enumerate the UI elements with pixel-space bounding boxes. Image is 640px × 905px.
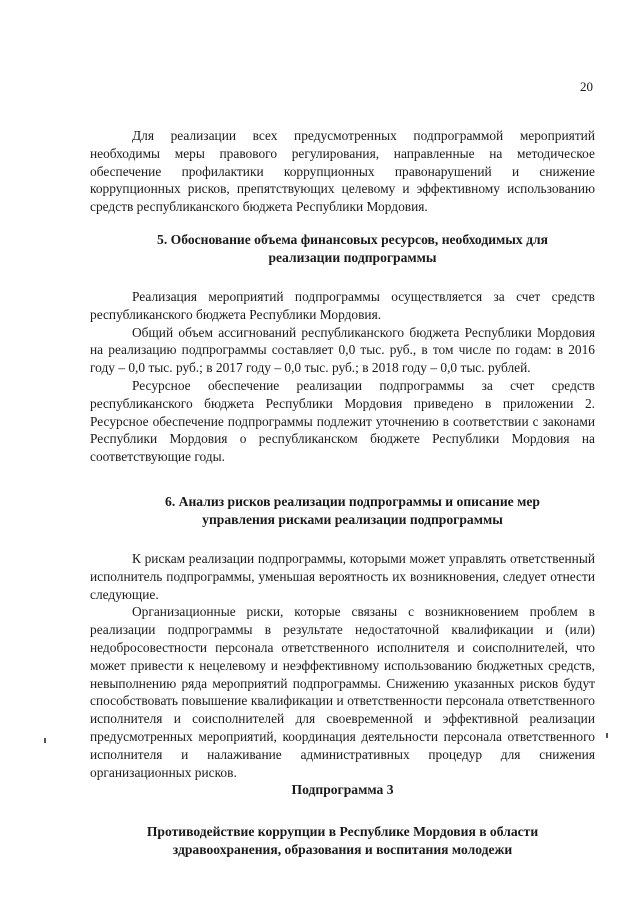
section-5-heading <box>90 231 595 267</box>
section-5-paragraph: Ресурсное обеспечение реализации подпрограммы за счет средств республиканского бюджета Республики Мордовия приведено в приложении 2. Ресурсное обеспечение подпрограммы подлежит уточнению в соответствии с законами Республики Мордовия о республиканском бюджете Республики Мордовия на соответствующие годы. <box>90 377 595 465</box>
section-6-heading <box>90 493 595 529</box>
subprogram-title <box>90 823 595 859</box>
page-content <box>90 127 595 859</box>
section-5-heading-line-2: реализации подпрограммы <box>268 249 437 265</box>
section-6-heading-line-1: 6. Анализ рисков реализации подпрограммы и описание мер <box>165 493 540 509</box>
subprogram-label: Подпрограмма 3 <box>291 782 394 798</box>
scan-speck-left <box>44 738 46 743</box>
section-6-paragraph: Организационные риски, которые связаны с возникновением проблем в реализации подпрограммы в результате недостаточной квалификации и (или) недобросовестности персонала ответственного исполнителя и соисполнителей, что может привести к нецелевому и неэффективному использованию бюджетных средств, невыполнению ряда мероприятий подпрограммы. Снижению указанных рисков будут способствовать повышение квалификации и ответственности персонала ответственного исполнителя и соисполнителей для своевременной и эффективной реализации предусмотренных мероприятий, координация деятельности персонала ответственного исполнителя и налаживание административных процедур для снижения организационных рисков. <box>90 604 595 780</box>
intro-paragraph: Для реализации всех предусмотренных подпрограммой мероприятий необходимы меры правового регулирования, направленные на методическое обеспечение профилактики коррупционных правонарушений и снижение коррупционных рисков, препятствующих целевому и эффективному использованию средств республиканского бюджета Республики Мордовия. <box>90 128 595 215</box>
subprogram-title-line-1: Противодействие коррупции в Республике Мордовия в области <box>146 824 539 840</box>
page-number: 20 <box>580 79 593 94</box>
section-6-paragraph: К рискам реализации подпрограммы, которыми может управлять ответственный исполнитель подпрограммы, уменьшая вероятность их возникновения, следует отнести следующие. <box>90 550 595 602</box>
section-5-paragraph: Общий объем ассигнований республиканского бюджета Республики Мордовия на реализацию подпрограммы составляет 0,0 тыс. руб., в том числе по годам: в 2016 году – 0,0 тыс. руб.; в 2017 году – 0,0 тыс. руб.; в 2018 году – 0,0 тыс. рублей. <box>90 324 595 376</box>
section-6-heading-line-2: управления рисками реализации подпрограммы <box>202 511 503 527</box>
section-5-heading-line-1: 5. Обоснование объема финансовых ресурсов, необходимых для <box>157 231 548 247</box>
scan-speck-right <box>606 733 608 738</box>
section-5-paragraph: Реализация мероприятий подпрограммы осуществляется за счет средств республиканского бюджета Республики Мордовия. <box>90 288 595 322</box>
subprogram-title-line-2: здравоохранения, образования и воспитания молодежи <box>172 842 513 858</box>
